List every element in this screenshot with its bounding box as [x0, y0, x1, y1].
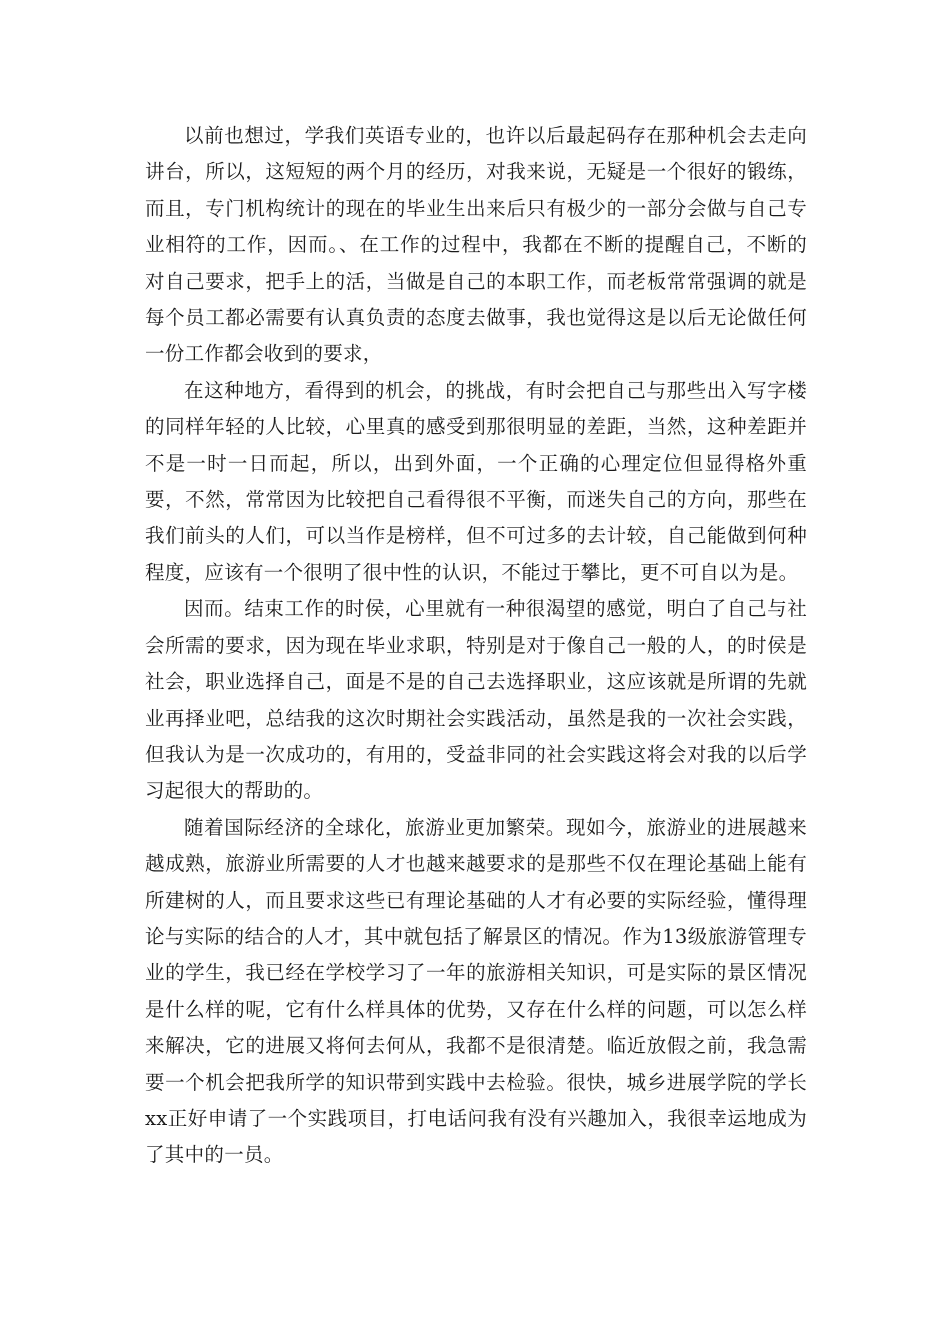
- paragraph-4: 随着国际经济的全球化，旅游业更加繁荣。现如今，旅游业的进展越来越成熟，旅游业所需要的人才也越来越要求的是那些不仅在理论基础上能有所建树的人，而且要求这些已有理论基础的人才有必要的实际经验，懂得理论与实际的结合的人才，其中就包括了解景区的情况。作为13级旅游管理专业的学生，我已经在学校学习了一年的旅游相关知识，可是实际的景区情况是什么样的呢，它有什么样具体的优势，又存在什么样的问题，可以怎么样来解决，它的进展又将何去何从，我都不是很清楚。临近放假之前，我急需要一个机会把我所学的知识带到实践中去检验。很快，城乡进展学院的学长xx正好申请了一个实践项目，打电话问我有没有兴趣加入，我很幸运地成为了其中的一员。: [145, 815, 807, 1167]
- paragraph-2: 在这种地方，看得到的机会，的挑战，有时会把自己与那些出入写字楼的同样年轻的人比较，心里真的感受到那很明显的差距，当然，这种差距并不是一时一日而起，所以，出到外面，一个正确的心理定位但显得格外重要，不然，常常因为比较把自己看得很不平衡，而迷失自己的方向，那些在我们前头的人们，可以当作是榜样，但不可过多的去计较，自己能做到何种程度，应该有一个很明了很中性的认识，不能过于攀比，更不可自以为是。: [145, 378, 807, 584]
- paragraph-1: 以前也想过，学我们英语专业的，也许以后最起码存在那种机会去走向讲台，所以，这短短的两个月的经历，对我来说，无疑是一个很好的锻练，而且，专门机构统计的现在的毕业生出来后只有极少的一部分会做与自己专业相符的工作，因而。、在工作的过程中，我都在不断的提醒自己，不断的对自己要求，把手上的活，当做是自己的本职工作，而老板常常强调的就是每个员工都必需要有认真负责的态度去做事，我也觉得这是以后无论做任何一份工作都会收到的要求，: [145, 124, 807, 366]
- paragraph-3: 因而。结束工作的时侯，心里就有一种很渴望的感觉，明白了自己与社会所需的要求，因为现在毕业求职，特别是对于像自己一般的人，的时侯是社会，职业选择自己，面是不是的自己去选择职业，这应该就是所谓的先就业再择业吧，总结我的这次时期社会实践活动，虽然是我的一次社会实践，但我认为是一次成功的，有用的，受益非同的社会实践这将会对我的以后学习起很大的帮助的。: [145, 597, 807, 803]
- document-body: [145, 118, 807, 1174]
